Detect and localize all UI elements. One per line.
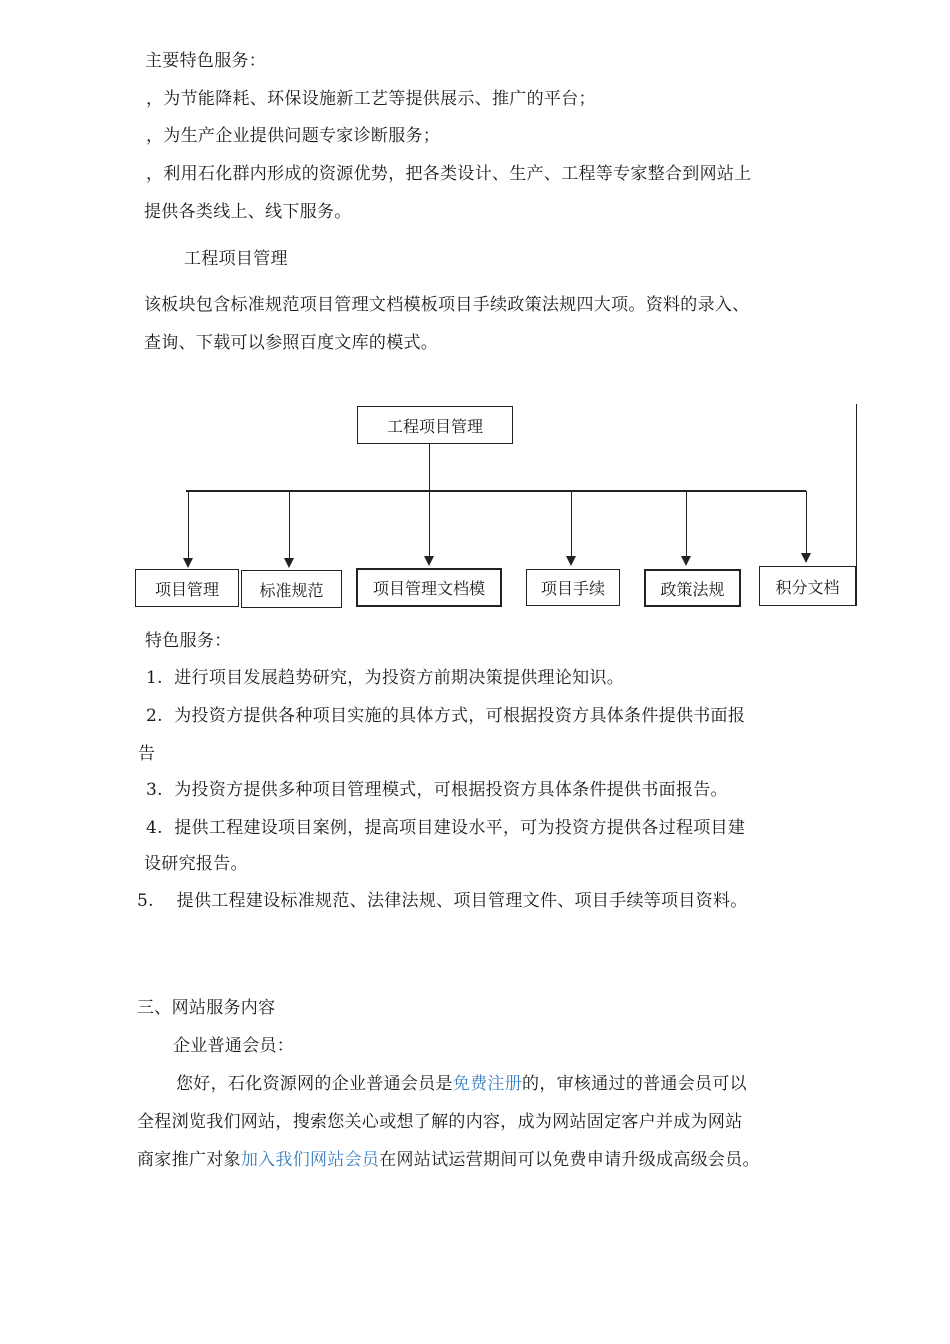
- features-title: 主要特色服务：: [145, 51, 267, 71]
- section3-heading: 三、网站服务内容: [137, 998, 276, 1018]
- paragraph-text: 商家推广对象: [137, 1150, 241, 1170]
- org-child-box: 项目管理文档模: [356, 568, 502, 607]
- item-text: 提供工程建设项目案例，提高项目建设水平，可为投资方提供各过程项目建: [174, 818, 746, 838]
- paragraph-text: 您好，石化资源网的企业普通会员是: [176, 1074, 453, 1094]
- section3-subheading: 企业普通会员：: [173, 1036, 295, 1056]
- features-item: ，为生产企业提供问题专家诊断服务；: [146, 126, 441, 146]
- item-number: 5.: [137, 891, 154, 911]
- item-text: 为投资方提供各种项目实施的具体方式，可根据投资方具体条件提供书面报: [174, 706, 746, 726]
- item-number: 4.: [146, 818, 163, 838]
- section3-paragraph-line: [176, 1073, 747, 1095]
- join-member-link[interactable]: 加入我们网站会员: [240, 1150, 380, 1170]
- org-child-box: 项目管理: [135, 569, 239, 607]
- project-desc: 查询、下载可以参照百度文库的模式。: [144, 333, 439, 353]
- special-title: 特色服务：: [145, 631, 232, 651]
- project-desc: 该板块包含标准规范项目管理文档模板项目手续政策法规四大项。资料的录入、: [144, 295, 750, 315]
- paragraph-text: 的，审核通过的普通会员可以: [522, 1074, 747, 1094]
- org-child-box: 政策法规: [644, 569, 741, 607]
- arrow-down-icon: [801, 553, 811, 563]
- section3-paragraph-line: [137, 1149, 760, 1171]
- org-child-box: 项目手续: [526, 569, 620, 606]
- special-item-1: [146, 667, 624, 689]
- special-item-2-continued: 告: [138, 744, 156, 764]
- item-text: 进行项目发展趋势研究，为投资方前期决策提供理论知识。: [174, 668, 625, 688]
- features-item-continued: 提供各类线上、线下服务。: [144, 202, 352, 222]
- features-item: ，为节能降耗、环保设施新工艺等提供展示、推广的平台；: [146, 89, 596, 109]
- arrow-down-icon: [424, 556, 434, 566]
- org-branch-line: [289, 491, 290, 559]
- free-register-link[interactable]: 免费注册: [452, 1074, 523, 1094]
- special-item-4-continued: 设研究报告。: [144, 854, 248, 874]
- org-branch-line: [429, 491, 430, 557]
- org-branch-line: [806, 491, 807, 554]
- org-branch-line: [571, 491, 572, 557]
- special-item-3: [146, 779, 728, 801]
- arrow-down-icon: [681, 556, 691, 566]
- project-heading: 工程项目管理: [184, 249, 288, 269]
- org-child-box: 标准规范: [241, 570, 342, 608]
- item-text: 提供工程建设标准规范、法律法规、项目管理文件、项目手续等项目资料。: [176, 891, 748, 911]
- org-root-box: 工程项目管理: [357, 406, 513, 444]
- right-margin-line: [856, 404, 857, 606]
- org-branch-line: [686, 491, 687, 557]
- item-number: 2.: [146, 706, 163, 726]
- item-number: 3.: [146, 780, 163, 800]
- section3-paragraph-line: 全程浏览我们网站，搜索您关心或想了解的内容，成为网站固定客户并成为网站: [137, 1112, 743, 1132]
- item-number: 1.: [146, 668, 163, 688]
- special-item-2: [146, 705, 745, 727]
- features-item: ，利用石化群内形成的资源优势，把各类设计、生产、工程等专家整合到网站上: [146, 164, 752, 184]
- org-child-box: 积分文档: [759, 566, 856, 606]
- org-horizontal-bus: [186, 490, 806, 492]
- item-text: 为投资方提供多种项目管理模式，可根据投资方具体条件提供书面报告。: [174, 780, 728, 800]
- special-item-5: [137, 890, 748, 912]
- special-item-4: [146, 817, 745, 839]
- org-branch-line: [188, 491, 189, 559]
- arrow-down-icon: [566, 556, 576, 566]
- paragraph-text: 在网站试运营期间可以免费申请升级成高级会员。: [379, 1150, 760, 1170]
- arrow-down-icon: [183, 558, 193, 568]
- org-root-connector: [429, 444, 430, 491]
- arrow-down-icon: [284, 558, 294, 568]
